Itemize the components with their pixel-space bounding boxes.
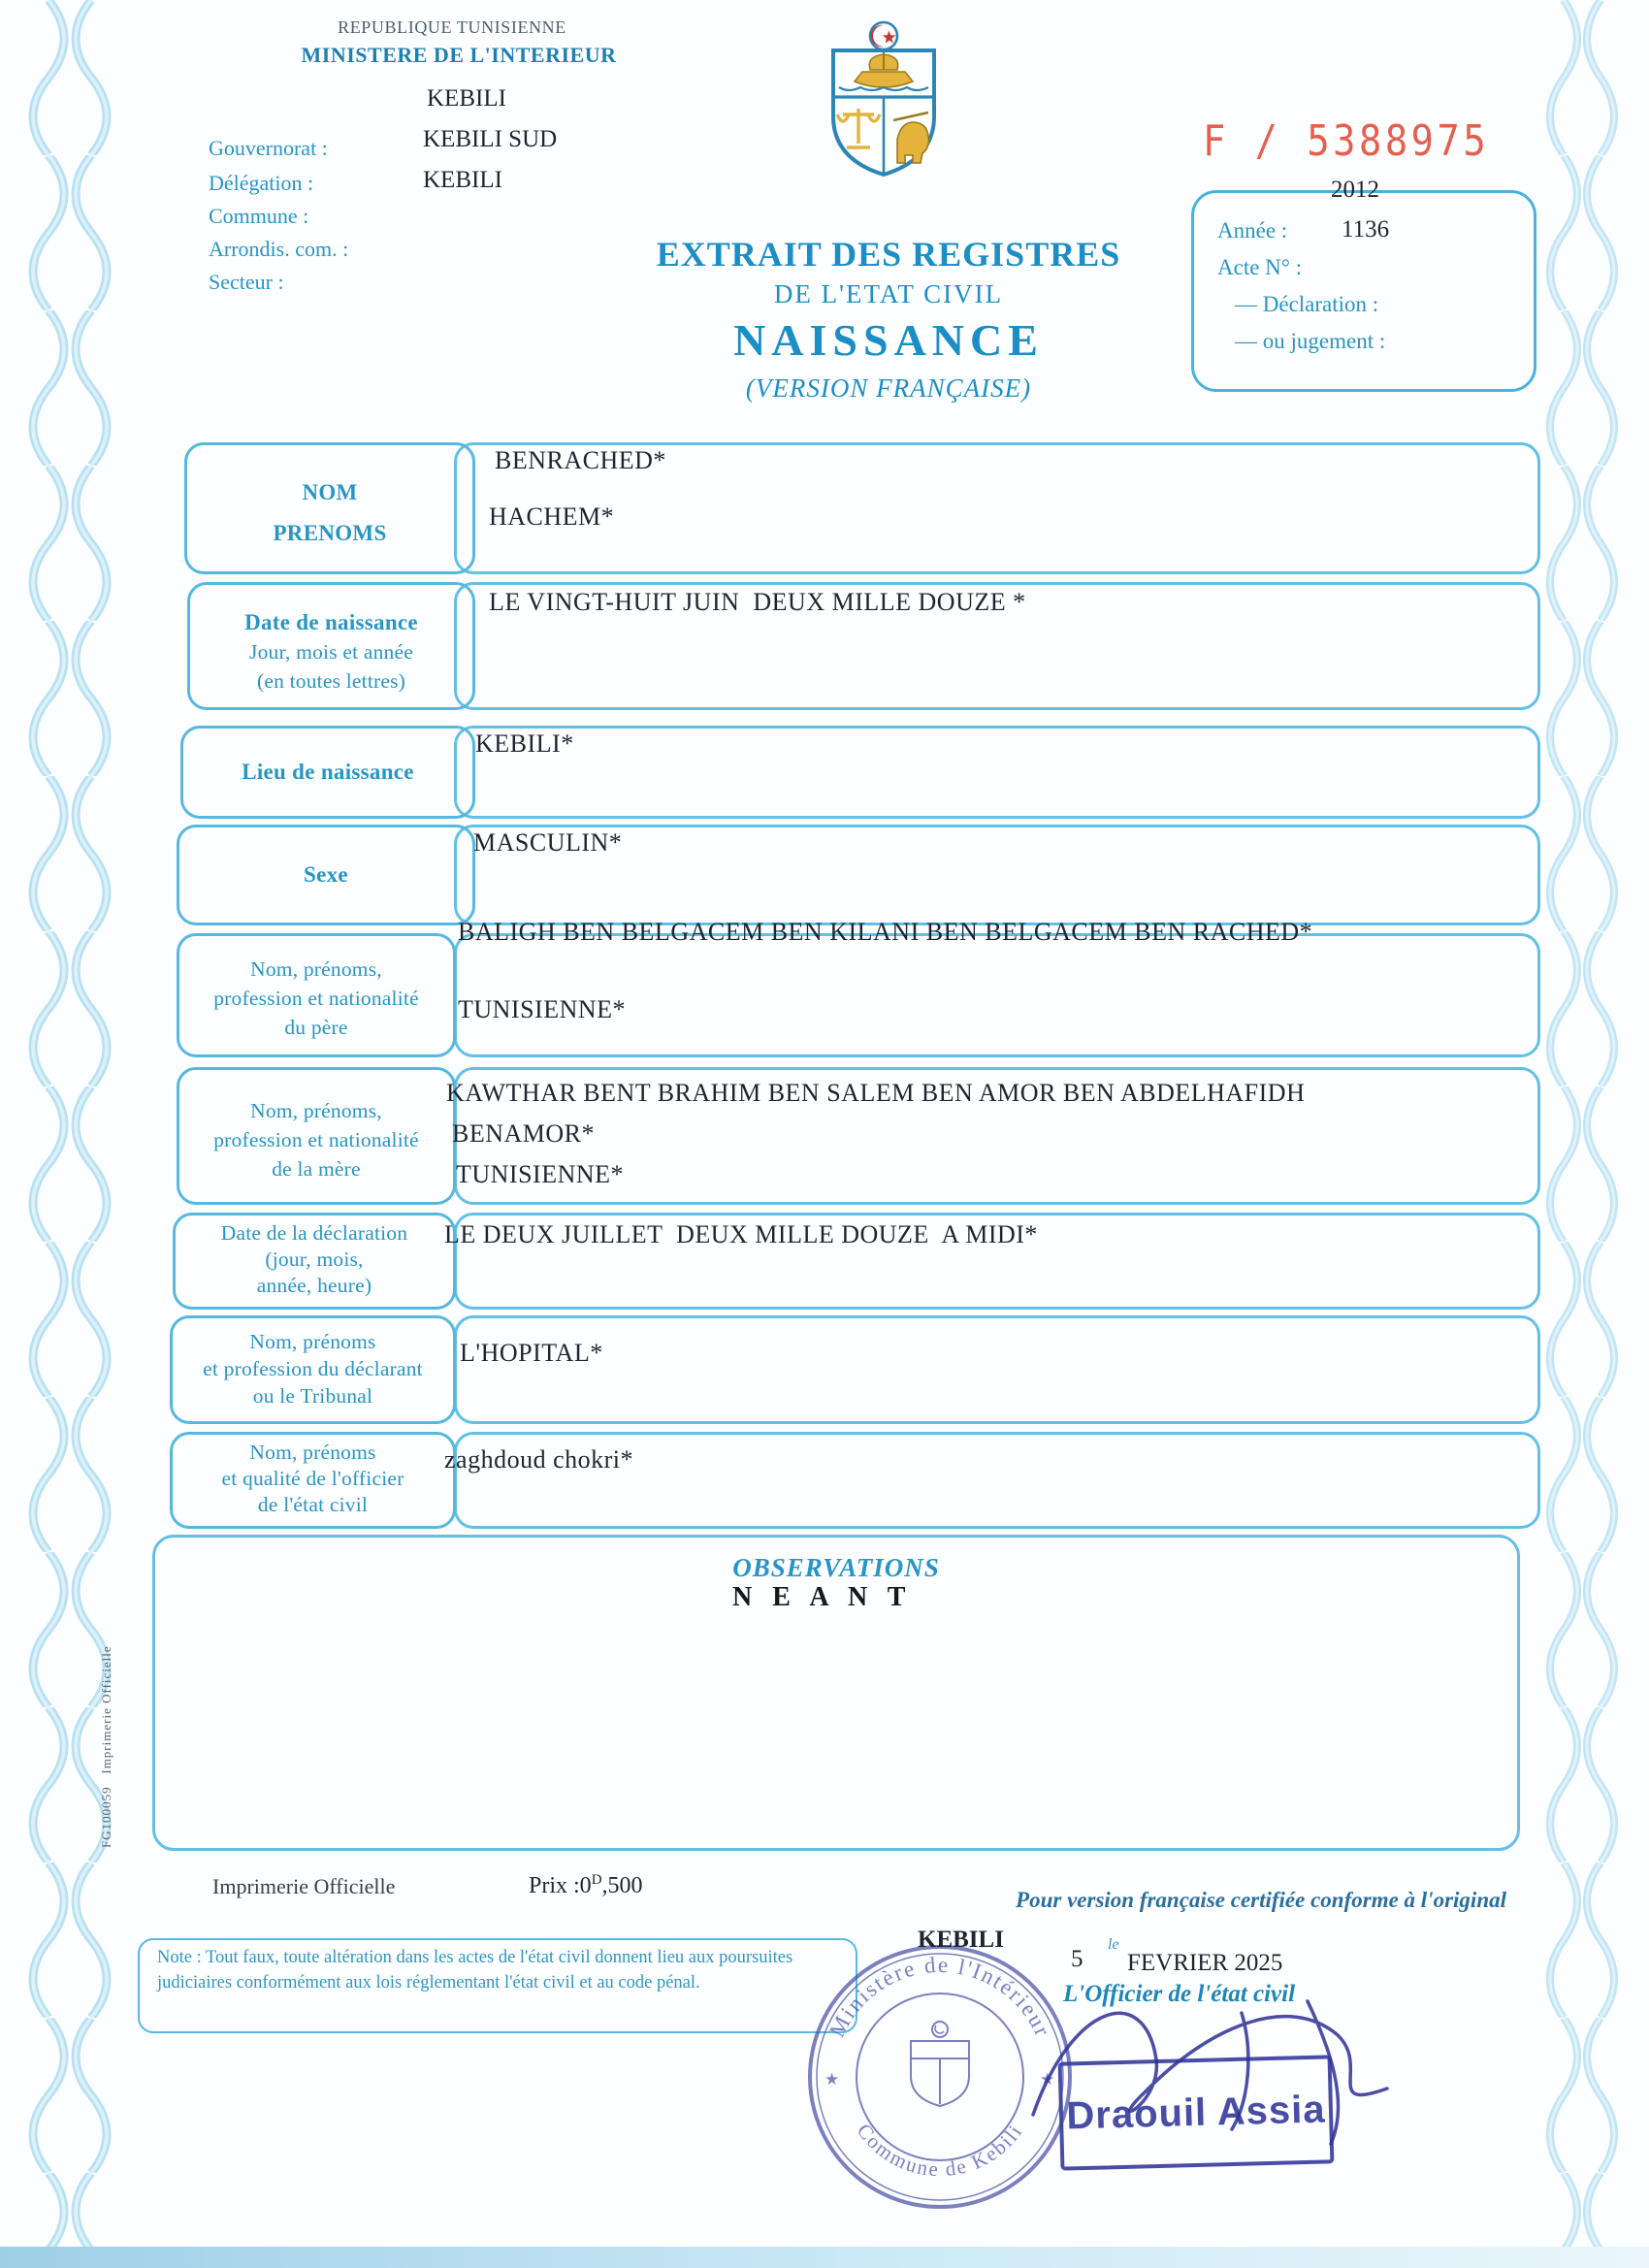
observations-title: OBSERVATIONS: [732, 1553, 940, 1582]
declarant-label-line1: Nom, prénoms: [249, 1330, 376, 1353]
lieu-naissance-label: Lieu de naissance: [242, 760, 414, 784]
officier-value: zaghdoud chokri*: [444, 1445, 634, 1474]
coat-of-arms: [820, 19, 948, 210]
officier-label-box: [170, 1432, 456, 1529]
title-extrait: EXTRAIT DES REGISTRES: [656, 235, 1121, 274]
jugement-label: — ou jugement :: [1235, 329, 1386, 353]
document-titles: [592, 233, 1185, 407]
imprimerie-text: Imprimerie Officielle: [212, 1874, 396, 1898]
stamp-star-right-icon: ★: [1040, 2070, 1055, 2089]
annee-value: 2012: [1331, 177, 1379, 203]
declarant-label-line2: et profession du déclarant: [203, 1357, 423, 1380]
certification-line: Pour version française certifiée conforme à l'original: [1016, 1888, 1506, 1912]
date-declaration-label-box: [173, 1213, 456, 1310]
declarant-label-line3: ou le Tribunal: [252, 1384, 373, 1408]
date-declaration-label-line2: (jour, mois,: [265, 1247, 364, 1271]
round-stamp-bottom-text: Commune de Kebili: [852, 2119, 1028, 2182]
lieu-naissance-label-box: [180, 726, 475, 819]
mere-nationalite-value: TUNISIENNE*: [456, 1160, 625, 1188]
pere-label-box: [177, 933, 456, 1057]
le-label: le: [1108, 1936, 1119, 1953]
signature: [999, 1945, 1426, 2187]
mere-value: KAWTHAR BENT BRAHIM BEN SALEM BEN AMOR BEN ABDELHAFIDH: [446, 1079, 1306, 1107]
pere-label-line3: du père: [284, 1016, 348, 1039]
prix-prefix: Prix :0: [529, 1873, 592, 1898]
legal-note-box: [138, 1938, 857, 2033]
pere-label-line2: profession et nationalité: [213, 987, 419, 1010]
officer-signature-title: L'Officier de l'état civil: [1063, 1981, 1296, 2007]
sexe-label: Sexe: [304, 862, 348, 887]
mere-label-line3: de la mère: [272, 1157, 361, 1181]
declarant-value: L'HOPITAL*: [460, 1339, 603, 1367]
mere-label-line1: Nom, prénoms,: [250, 1099, 382, 1122]
prix-sup: D: [591, 1872, 602, 1888]
delegation-value: KEBILI SUD: [423, 126, 558, 152]
pere-value: BALIGH BEN BELGACEM BEN KILANI BEN BELGACEM BEN RACHED*: [458, 918, 1313, 946]
prix-text: [529, 1872, 643, 1899]
pere-nationalite-value: TUNISIENNE*: [458, 995, 627, 1023]
bottom-edge-band: [0, 2247, 1649, 2268]
lieu-naissance-value: KEBILI*: [475, 729, 574, 758]
arrondissement-label: Arrondis. com. :: [209, 237, 349, 261]
delegation-label: Délégation :: [209, 171, 314, 195]
observations-value: N E A N T: [732, 1582, 913, 1612]
serial-number: F / 5388975: [1203, 116, 1490, 166]
date-declaration-label-line1: Date de la déclaration: [220, 1221, 408, 1245]
stamp-center-emblem-icon: [911, 2022, 969, 2106]
sexe-label-box: [177, 825, 475, 925]
printer-code-vertical: FG100059 Imprimerie Officielle: [99, 1645, 113, 1848]
date-naissance-label: Date de naissance: [244, 610, 418, 634]
gouvernorat-value: KEBILI: [427, 85, 506, 112]
nom-label-box: [184, 442, 475, 574]
prix-suffix: ,500: [601, 1873, 643, 1898]
observations-box: [152, 1535, 1520, 1851]
date-naissance-sublabel1: Jour, mois et année: [249, 640, 413, 664]
date-naissance-value: LE VINGT-HUIT JUIN DEUX MILLE DOUZE *: [489, 588, 1026, 616]
officier-label-line2: et qualité de l'officier: [221, 1467, 404, 1490]
prenoms-label: PRENOMS: [273, 521, 387, 545]
declaration-label: — Déclaration :: [1235, 292, 1379, 316]
stamp-star-left-icon: ★: [824, 2070, 840, 2089]
round-stamp-top-text: Ministère de l'Intérieur: [824, 1952, 1056, 2042]
city-value: KEBILI: [918, 1927, 1004, 1953]
mere-label-box: [177, 1067, 456, 1205]
republic-title: REPUBLIQUE TUNISIENNE: [338, 17, 566, 37]
date-naissance-label-box: [187, 582, 475, 710]
declarant-label-box: [170, 1315, 456, 1424]
nom-label: NOM: [302, 480, 358, 504]
title-etat-civil: DE L'ETAT CIVIL: [773, 279, 1004, 308]
officier-label-line3: de l'état civil: [257, 1493, 369, 1516]
officer-name-stamp-text: Draouil Assia: [1065, 2088, 1327, 2137]
title-naissance: NAISSANCE: [733, 315, 1044, 365]
commune-label: Commune :: [209, 204, 309, 228]
date-declaration-label-line3: année, heure): [256, 1274, 372, 1297]
legal-note-text: Note : Tout faux, toute altération dans les actes de l'état civil donnent lieu aux poursuites judiciaires conformément aux lois réglementant l'état civil et au code pénal.: [157, 1948, 793, 1993]
registry-box: [1191, 190, 1536, 392]
ministry-title: MINISTERE DE L'INTERIEUR: [301, 43, 617, 67]
right-guilloche-border: [1536, 0, 1635, 2268]
nom-value: BENRACHED*: [495, 446, 666, 474]
declarant-value-box: [454, 1315, 1540, 1424]
date-declaration-value: LE DEUX JUILLET DEUX MILLE DOUZE A MIDI*: [444, 1220, 1038, 1248]
mere-label-line2: profession et nationalité: [213, 1128, 419, 1151]
date-day-value: 5: [1071, 1946, 1083, 1972]
officier-label-line1: Nom, prénoms: [249, 1441, 376, 1464]
mere-nom-value: BENAMOR*: [452, 1119, 596, 1148]
commune-value: KEBILI: [423, 167, 502, 193]
gouvernorat-label: Gouvernorat :: [209, 136, 328, 160]
acte-label: Acte N° :: [1217, 255, 1303, 279]
date-naissance-sublabel2: (en toutes lettres): [256, 669, 406, 693]
left-guilloche-border: [16, 0, 134, 2268]
date-month-year-value: FEVRIER 2025: [1127, 1950, 1283, 1976]
lieu-naissance-value-box: [454, 726, 1540, 819]
sexe-value: MASCULIN*: [473, 828, 623, 857]
title-version-francaise: (VERSION FRANÇAISE): [745, 373, 1032, 403]
prenom-value: HACHEM*: [489, 502, 615, 531]
secteur-label: Secteur :: [209, 270, 284, 294]
pere-label-line1: Nom, prénoms,: [250, 957, 382, 981]
acte-value: 1136: [1342, 216, 1390, 243]
annee-label: Année :: [1217, 218, 1288, 243]
